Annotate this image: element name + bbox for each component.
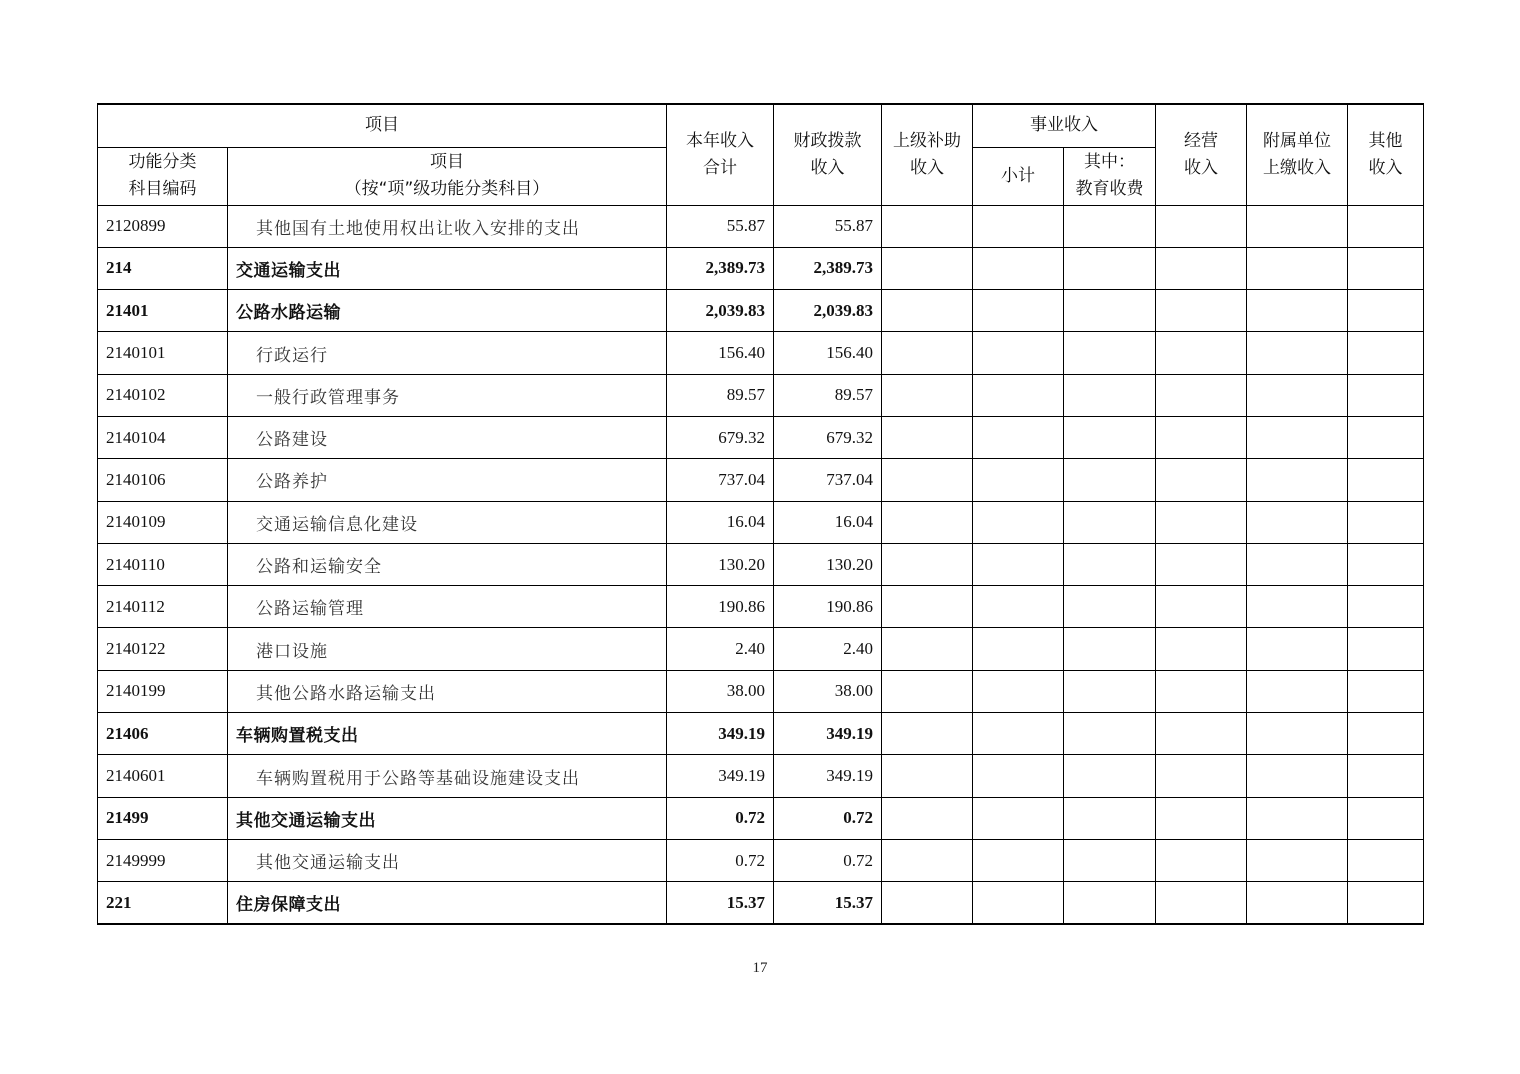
header-fiscal-line1: 财政拨款: [793, 130, 862, 151]
row-code: 2140122: [98, 628, 228, 670]
row-superior-subsidy: [882, 755, 973, 797]
row-operating-income: [1156, 332, 1247, 374]
row-name: 公路和运输安全: [228, 543, 667, 585]
row-total-income: 0.72: [667, 839, 774, 881]
row-affiliate-income: [1247, 670, 1348, 712]
table-row: [98, 755, 1424, 797]
row-career-subtotal: [973, 713, 1064, 755]
row-code: 2140101: [98, 332, 228, 374]
row-total-income: 679.32: [667, 416, 774, 458]
header-operating-line1: 经营: [1184, 130, 1218, 151]
table-header: [98, 104, 1424, 205]
row-career-subtotal: [973, 247, 1064, 289]
row-career-subtotal: [973, 882, 1064, 924]
row-career-education-fee: [1064, 247, 1156, 289]
row-operating-income: [1156, 205, 1247, 247]
row-other-income: [1348, 543, 1424, 585]
header-affiliate-income: [1247, 104, 1348, 205]
row-superior-subsidy: [882, 374, 973, 416]
row-fiscal-income: 156.40: [774, 332, 882, 374]
header-name-line1: 项目: [430, 152, 464, 172]
row-career-subtotal: [973, 501, 1064, 543]
header-affiliate-line2: 上缴收入: [1263, 157, 1331, 178]
row-career-subtotal: [973, 755, 1064, 797]
row-fiscal-income: 2,039.83: [774, 290, 882, 332]
row-operating-income: [1156, 416, 1247, 458]
header-project-name: [228, 147, 667, 205]
row-code: 2140199: [98, 670, 228, 712]
row-name: 交通运输信息化建设: [228, 501, 667, 543]
row-total-income: 130.20: [667, 543, 774, 585]
header-other-line2: 收入: [1368, 157, 1403, 178]
row-affiliate-income: [1247, 290, 1348, 332]
header-fiscal-appropriation: [774, 104, 882, 205]
header-name-line2: （按“项”级功能分类科目）: [344, 179, 550, 199]
row-name: 港口设施: [228, 628, 667, 670]
header-superior-line2: 收入: [910, 157, 944, 178]
row-affiliate-income: [1247, 713, 1348, 755]
row-superior-subsidy: [882, 416, 973, 458]
row-fiscal-income: 349.19: [774, 755, 882, 797]
row-superior-subsidy: [882, 713, 973, 755]
row-affiliate-income: [1247, 586, 1348, 628]
table-row: [98, 797, 1424, 839]
row-name: 车辆购置税支出: [228, 713, 667, 755]
table-row: [98, 713, 1424, 755]
row-name: 车辆购置税用于公路等基础设施建设支出: [228, 755, 667, 797]
row-operating-income: [1156, 374, 1247, 416]
row-fiscal-income: 190.86: [774, 586, 882, 628]
row-career-education-fee: [1064, 628, 1156, 670]
row-total-income: 349.19: [667, 755, 774, 797]
row-superior-subsidy: [882, 882, 973, 924]
header-operating-income: [1156, 104, 1247, 205]
row-operating-income: [1156, 755, 1247, 797]
table-row: [98, 416, 1424, 458]
row-other-income: [1348, 332, 1424, 374]
row-operating-income: [1156, 543, 1247, 585]
table-row: [98, 670, 1424, 712]
row-name: 住房保障支出: [228, 882, 667, 924]
row-superior-subsidy: [882, 797, 973, 839]
header-affiliate-line1: 附属单位: [1263, 130, 1331, 151]
row-fiscal-income: 0.72: [774, 797, 882, 839]
row-name: 一般行政管理事务: [228, 374, 667, 416]
header-function-code: [98, 147, 228, 205]
row-other-income: [1348, 501, 1424, 543]
header-total-income: [667, 104, 774, 205]
row-operating-income: [1156, 628, 1247, 670]
row-career-education-fee: [1064, 501, 1156, 543]
row-other-income: [1348, 670, 1424, 712]
row-fiscal-income: 16.04: [774, 501, 882, 543]
row-code: 214: [98, 247, 228, 289]
row-career-education-fee: [1064, 797, 1156, 839]
row-affiliate-income: [1247, 459, 1348, 501]
row-affiliate-income: [1247, 755, 1348, 797]
header-career-group: 事业收入: [973, 104, 1156, 147]
header-career-education-fee: [1064, 147, 1156, 205]
row-operating-income: [1156, 290, 1247, 332]
row-code: 2120899: [98, 205, 228, 247]
row-code: 21499: [98, 797, 228, 839]
row-operating-income: [1156, 839, 1247, 881]
row-superior-subsidy: [882, 247, 973, 289]
table-row: [98, 290, 1424, 332]
row-operating-income: [1156, 459, 1247, 501]
row-affiliate-income: [1247, 205, 1348, 247]
row-superior-subsidy: [882, 290, 973, 332]
row-name: 其他交通运输支出: [228, 839, 667, 881]
row-affiliate-income: [1247, 247, 1348, 289]
table-row: [98, 459, 1424, 501]
row-career-education-fee: [1064, 543, 1156, 585]
row-career-subtotal: [973, 332, 1064, 374]
row-career-subtotal: [973, 670, 1064, 712]
row-fiscal-income: 349.19: [774, 713, 882, 755]
row-affiliate-income: [1247, 416, 1348, 458]
row-career-education-fee: [1064, 670, 1156, 712]
row-career-education-fee: [1064, 205, 1156, 247]
row-operating-income: [1156, 882, 1247, 924]
row-name: 其他国有土地使用权出让收入安排的支出: [228, 205, 667, 247]
row-total-income: 15.37: [667, 882, 774, 924]
row-other-income: [1348, 247, 1424, 289]
row-operating-income: [1156, 797, 1247, 839]
row-career-subtotal: [973, 797, 1064, 839]
row-affiliate-income: [1247, 501, 1348, 543]
header-project-group: 项目: [98, 104, 667, 147]
row-career-education-fee: [1064, 839, 1156, 881]
row-other-income: [1348, 713, 1424, 755]
header-operating-line2: 收入: [1184, 157, 1218, 178]
row-other-income: [1348, 416, 1424, 458]
row-fiscal-income: 2.40: [774, 628, 882, 670]
row-affiliate-income: [1247, 628, 1348, 670]
row-fiscal-income: 130.20: [774, 543, 882, 585]
row-other-income: [1348, 882, 1424, 924]
row-superior-subsidy: [882, 839, 973, 881]
header-superior-line1: 上级补助: [893, 130, 961, 151]
table-row: [98, 247, 1424, 289]
row-other-income: [1348, 374, 1424, 416]
header-total-line2: 合计: [703, 157, 737, 178]
row-total-income: 2,039.83: [667, 290, 774, 332]
table-row: [98, 543, 1424, 585]
row-total-income: 89.57: [667, 374, 774, 416]
row-career-subtotal: [973, 459, 1064, 501]
row-fiscal-income: 15.37: [774, 882, 882, 924]
row-fiscal-income: 0.72: [774, 839, 882, 881]
row-career-education-fee: [1064, 416, 1156, 458]
row-career-education-fee: [1064, 586, 1156, 628]
row-career-education-fee: [1064, 332, 1156, 374]
row-affiliate-income: [1247, 374, 1348, 416]
income-budget-table: [97, 103, 1424, 925]
row-career-subtotal: [973, 628, 1064, 670]
row-career-subtotal: [973, 205, 1064, 247]
row-operating-income: [1156, 713, 1247, 755]
row-name: 其他交通运输支出: [228, 797, 667, 839]
row-career-subtotal: [973, 543, 1064, 585]
row-other-income: [1348, 755, 1424, 797]
row-other-income: [1348, 290, 1424, 332]
header-career-subtotal: 小计: [973, 147, 1064, 205]
table-row: [98, 628, 1424, 670]
header-other-income: [1348, 104, 1424, 205]
row-code: 2140109: [98, 501, 228, 543]
row-code: 221: [98, 882, 228, 924]
row-affiliate-income: [1247, 882, 1348, 924]
row-other-income: [1348, 459, 1424, 501]
row-total-income: 16.04: [667, 501, 774, 543]
row-fiscal-income: 55.87: [774, 205, 882, 247]
row-total-income: 0.72: [667, 797, 774, 839]
row-operating-income: [1156, 586, 1247, 628]
row-career-education-fee: [1064, 459, 1156, 501]
row-career-subtotal: [973, 374, 1064, 416]
row-fiscal-income: 2,389.73: [774, 247, 882, 289]
row-affiliate-income: [1247, 839, 1348, 881]
row-operating-income: [1156, 670, 1247, 712]
row-code: 2140102: [98, 374, 228, 416]
row-name: 公路养护: [228, 459, 667, 501]
row-superior-subsidy: [882, 501, 973, 543]
row-total-income: 2,389.73: [667, 247, 774, 289]
row-affiliate-income: [1247, 543, 1348, 585]
row-superior-subsidy: [882, 670, 973, 712]
row-career-subtotal: [973, 586, 1064, 628]
table-row: [98, 205, 1424, 247]
table-body: [98, 205, 1424, 924]
row-other-income: [1348, 797, 1424, 839]
row-code: 2140106: [98, 459, 228, 501]
row-career-education-fee: [1064, 290, 1156, 332]
row-career-subtotal: [973, 416, 1064, 458]
table-row: [98, 586, 1424, 628]
row-total-income: 2.40: [667, 628, 774, 670]
row-superior-subsidy: [882, 332, 973, 374]
header-career-edu-line1: 其中：: [1084, 152, 1135, 172]
row-total-income: 349.19: [667, 713, 774, 755]
row-career-subtotal: [973, 839, 1064, 881]
row-superior-subsidy: [882, 628, 973, 670]
table-row: [98, 501, 1424, 543]
row-total-income: 737.04: [667, 459, 774, 501]
header-fiscal-line2: 收入: [810, 157, 845, 178]
header-code-line2: 科目编码: [128, 179, 197, 199]
header-total-line1: 本年收入: [686, 130, 754, 151]
row-operating-income: [1156, 247, 1247, 289]
row-code: 2149999: [98, 839, 228, 881]
header-superior-subsidy: [882, 104, 973, 205]
row-fiscal-income: 737.04: [774, 459, 882, 501]
row-code: 2140112: [98, 586, 228, 628]
row-name: 行政运行: [228, 332, 667, 374]
row-career-education-fee: [1064, 713, 1156, 755]
row-fiscal-income: 679.32: [774, 416, 882, 458]
row-other-income: [1348, 628, 1424, 670]
row-name: 公路建设: [228, 416, 667, 458]
row-fiscal-income: 38.00: [774, 670, 882, 712]
row-code: 2140110: [98, 543, 228, 585]
row-total-income: 38.00: [667, 670, 774, 712]
row-career-subtotal: [973, 290, 1064, 332]
row-operating-income: [1156, 501, 1247, 543]
row-total-income: 156.40: [667, 332, 774, 374]
table-row: [98, 882, 1424, 924]
header-other-line1: 其他: [1368, 130, 1403, 151]
header-code-line1: 功能分类: [128, 152, 197, 172]
row-total-income: 190.86: [667, 586, 774, 628]
row-code: 21406: [98, 713, 228, 755]
row-name: 公路水路运输: [228, 290, 667, 332]
row-superior-subsidy: [882, 459, 973, 501]
row-other-income: [1348, 586, 1424, 628]
row-name: 交通运输支出: [228, 247, 667, 289]
row-affiliate-income: [1247, 797, 1348, 839]
table-row: [98, 332, 1424, 374]
row-code: 21401: [98, 290, 228, 332]
row-superior-subsidy: [882, 586, 973, 628]
row-superior-subsidy: [882, 205, 973, 247]
row-name: 公路运输管理: [228, 586, 667, 628]
header-career-edu-line2: 教育收费: [1075, 179, 1144, 199]
table-row: [98, 839, 1424, 881]
row-career-education-fee: [1064, 755, 1156, 797]
row-career-education-fee: [1064, 374, 1156, 416]
row-total-income: 55.87: [667, 205, 774, 247]
table-row: [98, 374, 1424, 416]
row-fiscal-income: 89.57: [774, 374, 882, 416]
row-other-income: [1348, 205, 1424, 247]
row-career-education-fee: [1064, 882, 1156, 924]
row-name: 其他公路水路运输支出: [228, 670, 667, 712]
page-number: 17: [752, 960, 768, 976]
row-other-income: [1348, 839, 1424, 881]
row-code: 2140601: [98, 755, 228, 797]
row-superior-subsidy: [882, 543, 973, 585]
row-code: 2140104: [98, 416, 228, 458]
row-affiliate-income: [1247, 332, 1348, 374]
